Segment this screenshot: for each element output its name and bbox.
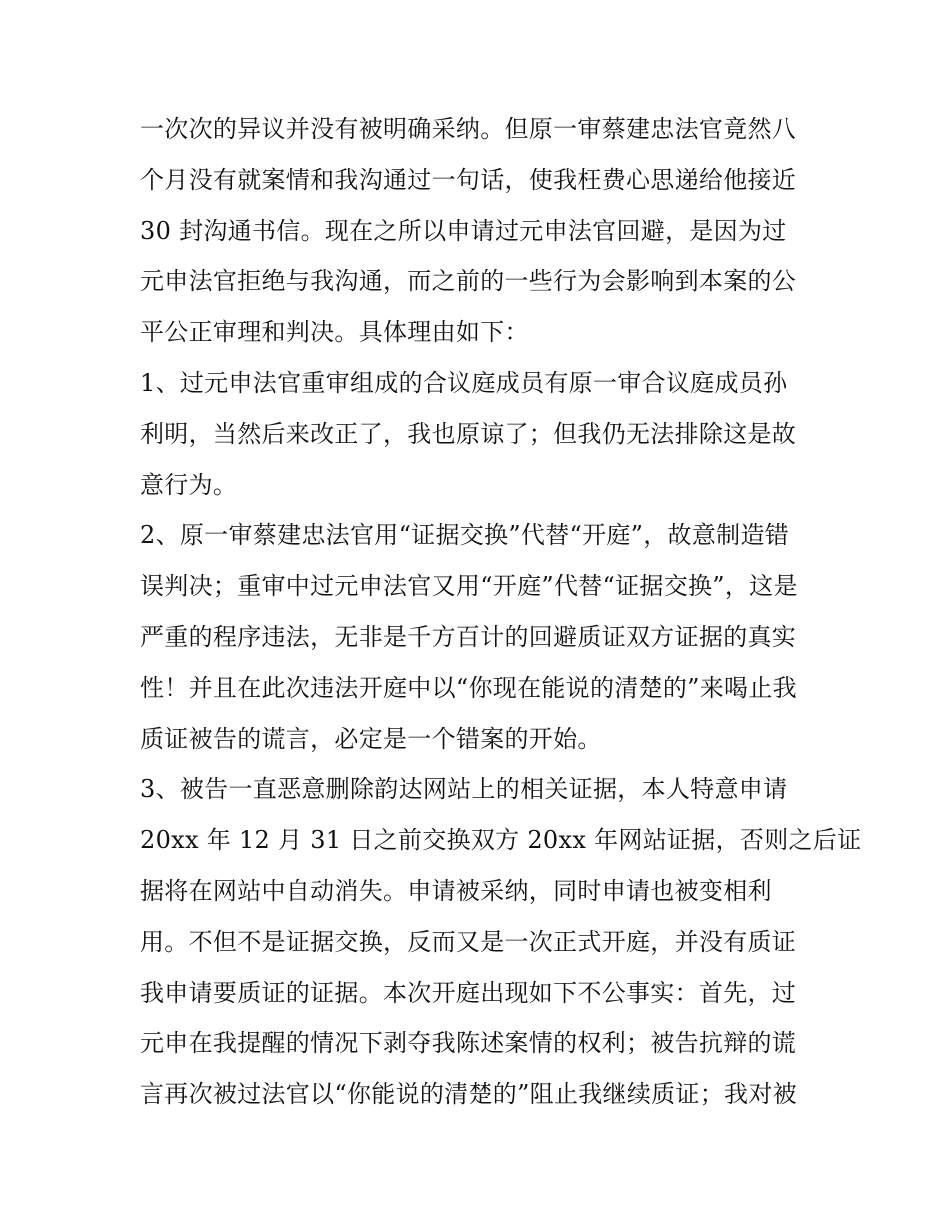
text-line: 利明，当然后来改正了，我也原谅了；但我仍无法排除这是故	[140, 419, 797, 448]
text-line: 严重的程序违法，无非是千方百计的回避质证双方证据的真实	[140, 622, 797, 651]
text-line: 平公正审理和判决。具体理由如下：	[140, 318, 529, 347]
text-line: 30 封沟通书信。现在之所以申请过元申法官回避，是因为过	[140, 216, 787, 245]
text-line: 元申法官拒绝与我沟通，而之前的一些行为会影响到本案的公	[140, 267, 797, 296]
text-line: 一次次的异议并没有被明确采纳。但原一审蔡建忠法官竟然八	[140, 115, 797, 143]
text-line: 质证被告的谎言，必定是一个错案的开始。	[140, 724, 602, 753]
text-line: 用。不但不是证据交换，反而又是一次正式开庭，并没有质证	[140, 927, 797, 956]
text-line: 性！并且在此次违法开庭中以“你现在能说的清楚的”来喝止我	[140, 673, 797, 702]
text-line: 言再次被过法官以“你能说的清楚的”阻止我继续质证；我对被	[140, 1080, 797, 1109]
text-line: 20xx 年 12 月 31 日之前交换双方 20xx 年网站证据，否则之后证	[140, 826, 862, 855]
text-line: 元申在我提醒的情况下剥夺我陈述案情的权利；被告抗辩的谎	[140, 1029, 797, 1058]
text-line: 2、原一审蔡建忠法官用“证据交换”代替“开庭”，故意制造错	[140, 521, 790, 550]
body-text	[140, 104, 862, 1120]
text-line: 1、过元申法官重审组成的合议庭成员有原一审合议庭成员孙	[140, 368, 788, 397]
text-line: 意行为。	[140, 470, 238, 499]
text-line: 据将在网站中自动消失。申请被采纳，同时申请也被变相利	[140, 876, 772, 905]
text-line: 我申请要质证的证据。本次开庭出现如下不公事实：首先，过	[140, 978, 797, 1007]
text-line: 3、被告一直恶意删除韵达网站上的相关证据，本人特意申请	[140, 775, 788, 804]
text-line: 个月没有就案情和我沟通过一句话，使我枉费心思递给他接近	[140, 165, 797, 194]
text-line: 误判决；重审中过元申法官又用“开庭”代替“证据交换”，这是	[140, 572, 798, 601]
